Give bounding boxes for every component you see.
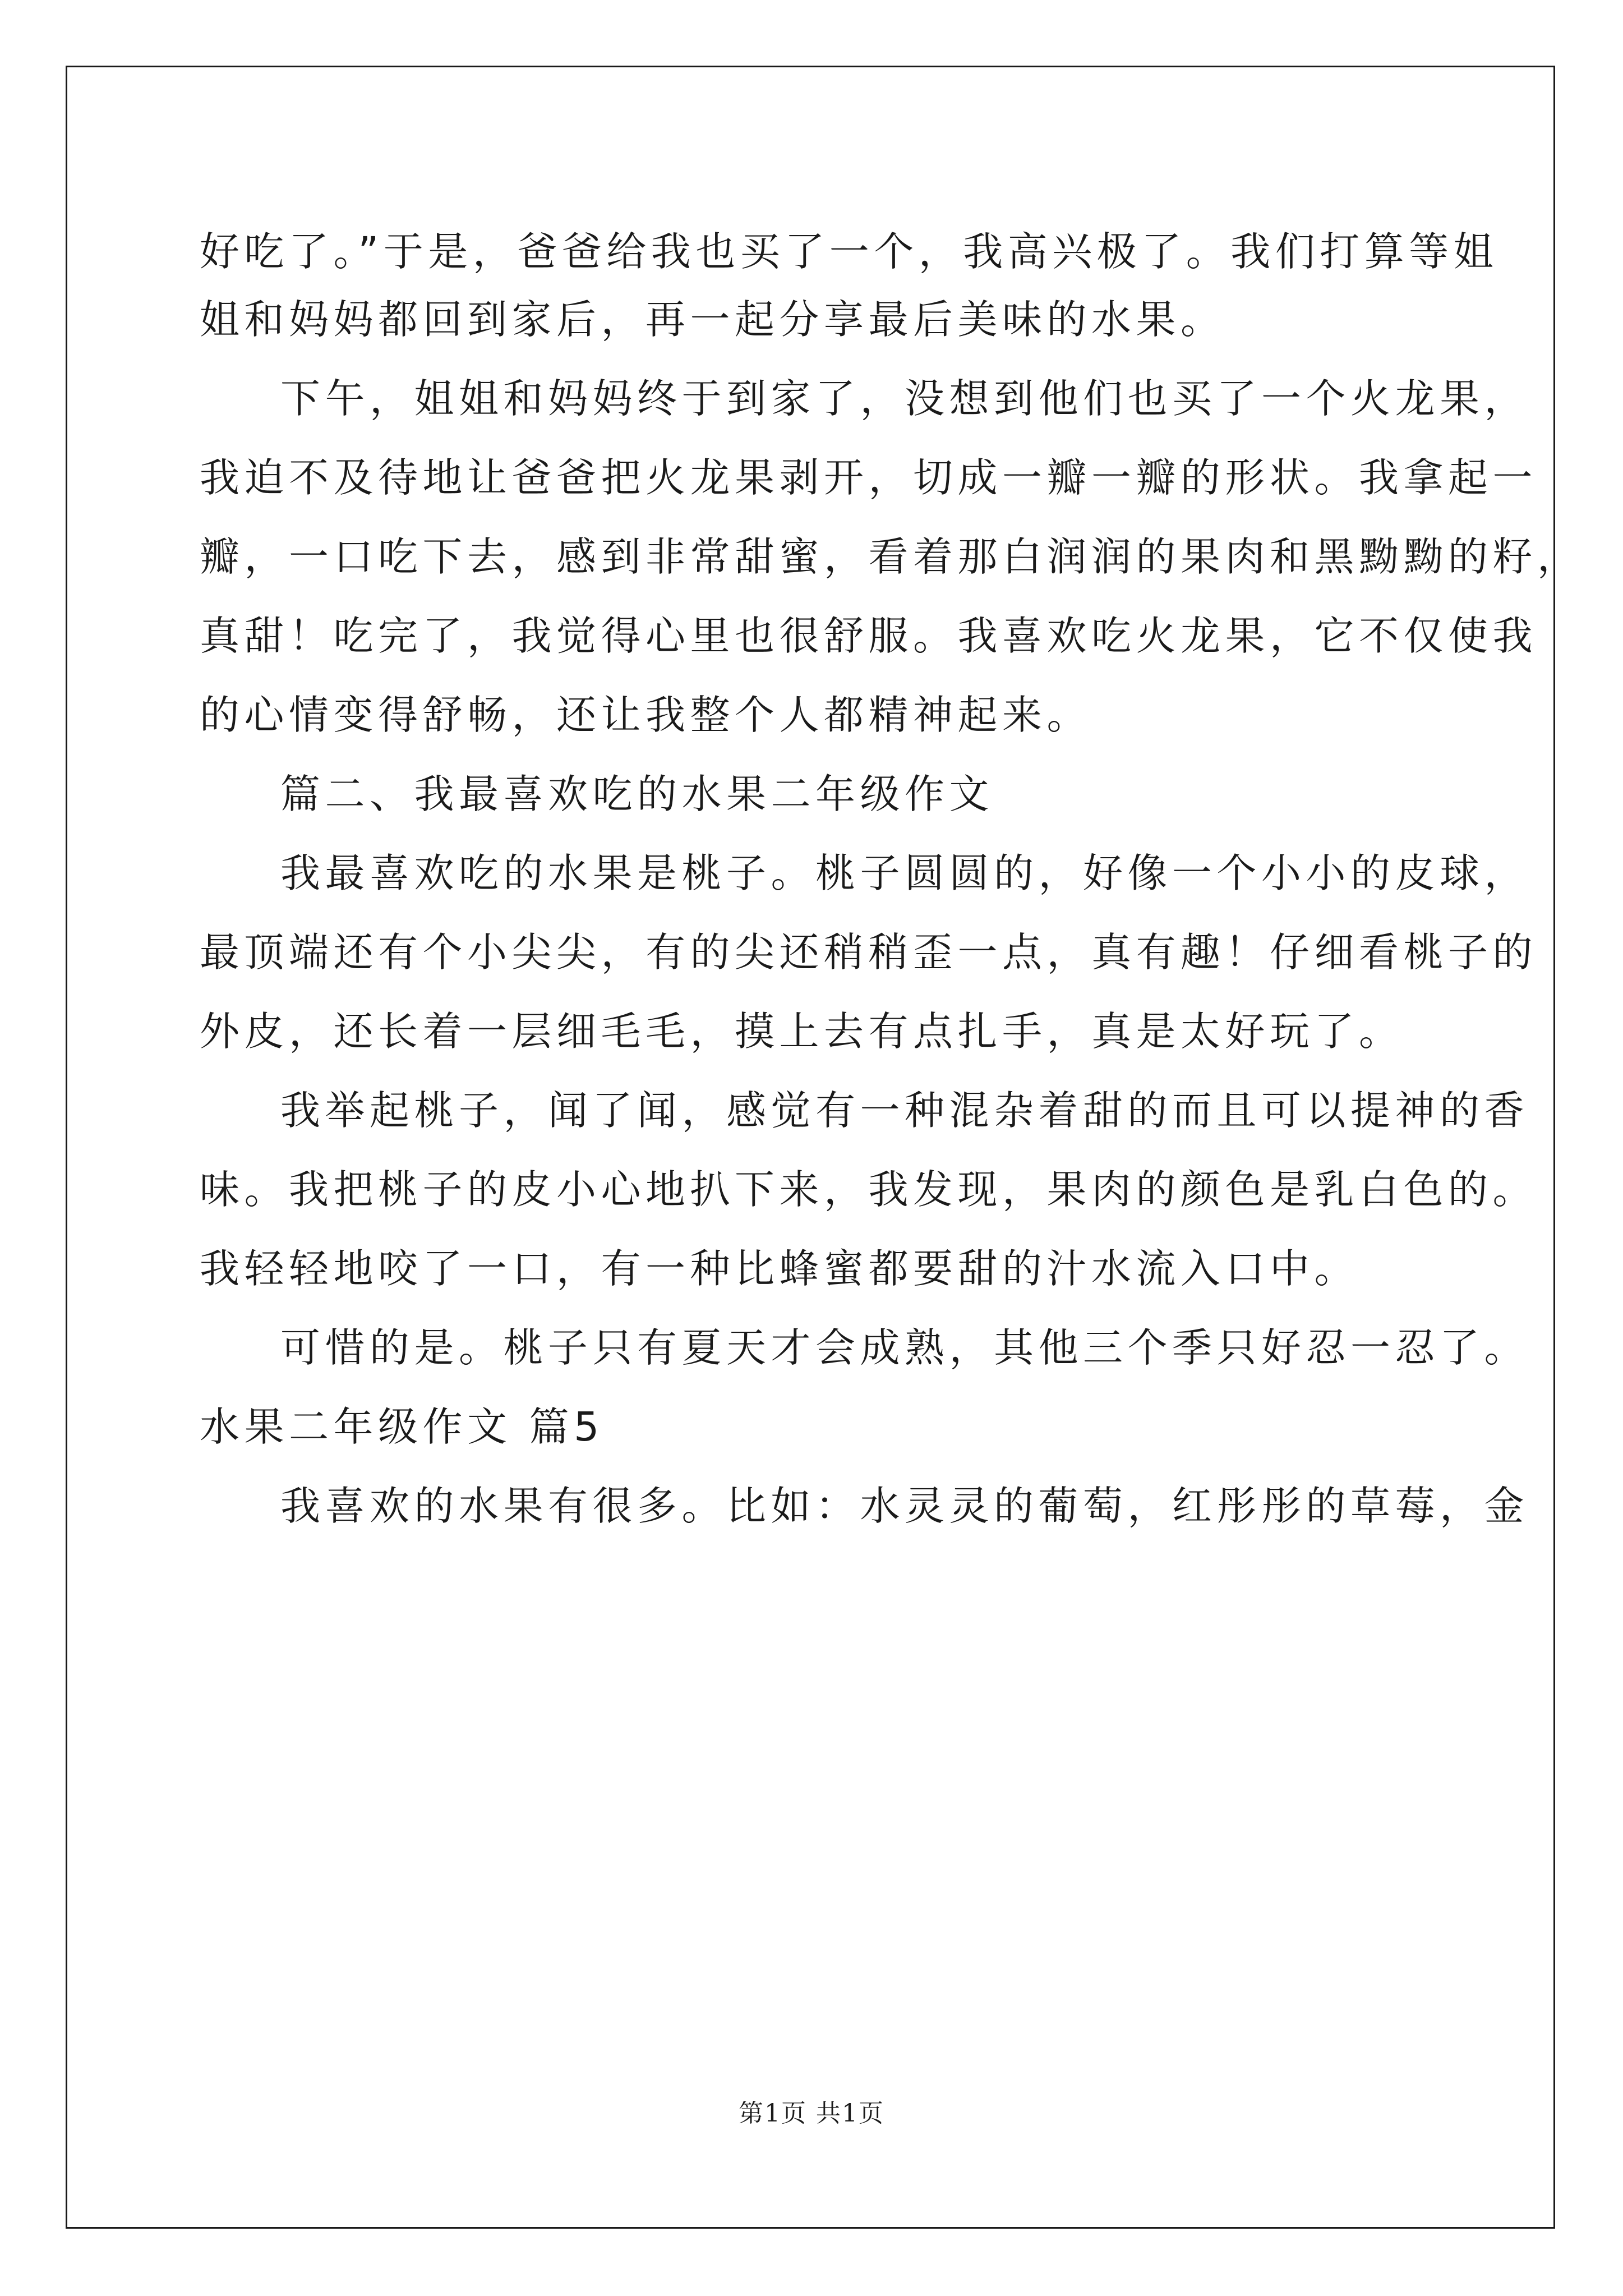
section-heading: 篇二、我最喜欢吃的水果二年级作文 [280, 771, 994, 817]
text-line: 下午，姐姐和妈妈终于到家了，没想到他们也买了一个火龙果， [280, 375, 1529, 422]
section-heading: 水果二年级作文 篇5 [200, 1404, 604, 1450]
text-line: 我喜欢的水果有很多。比如：水灵灵的葡萄，红彤彤的草莓，金 [280, 1483, 1529, 1529]
text-line: 最顶端还有个小尖尖，有的尖还稍稍歪一点，真有趣！仔细看桃子的 [200, 929, 1538, 976]
text-line: 好吃了。”于是，爸爸给我也买了一个，我高兴极了。我们打算等姐 [200, 228, 1498, 275]
text-line: 味。我把桃子的皮小心地扒下来，我发现，果肉的颜色是乳白色的。 [200, 1166, 1538, 1213]
text-line: 我迫不及待地让爸爸把火龙果剥开，切成一瓣一瓣的形状。我拿起一 [200, 454, 1538, 501]
page-footer: 第1页 共1页 [739, 2099, 884, 2128]
text-line: 瓣，一口吃下去，感到非常甜蜜，看着那白润润的果肉和黑黝黝的籽， [200, 533, 1582, 580]
text-line: 可惜的是。桃子只有夏天才会成熟，其他三个季只好忍一忍了。 [280, 1324, 1529, 1371]
text-line: 姐和妈妈都回到家后，再一起分享最后美味的水果。 [200, 296, 1225, 343]
text-line: 外皮，还长着一层细毛毛，摸上去有点扎手，真是太好玩了。 [200, 1008, 1404, 1055]
text-line: 我举起桃子，闻了闻，感觉有一种混杂着甜的而且可以提神的香 [280, 1087, 1529, 1134]
text-line: 真甜！吃完了，我觉得心里也很舒服。我喜欢吃火龙果，它不仅使我 [200, 613, 1538, 659]
text-line: 的心情变得舒畅，还让我整个人都精神起来。 [200, 692, 1092, 738]
text-line: 我最喜欢吃的水果是桃子。桃子圆圆的，好像一个小小的皮球， [280, 850, 1529, 896]
text-line: 我轻轻地咬了一口，有一种比蜂蜜都要甜的汁水流入口中。 [200, 1245, 1359, 1292]
